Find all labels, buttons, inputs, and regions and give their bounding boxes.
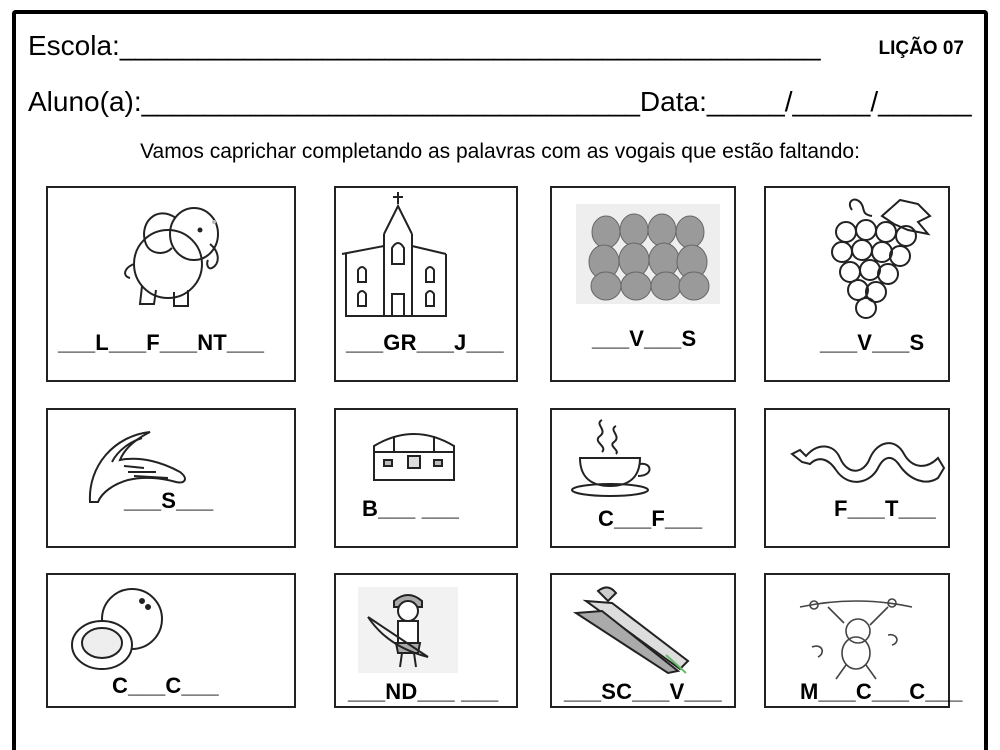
toothbrush-icon [568, 583, 698, 675]
card-native-boy [334, 573, 518, 708]
card-word: ___SC___V___ [564, 679, 722, 704]
church-icon [338, 190, 450, 318]
native-boy-icon [358, 587, 458, 673]
card-word: ___GR___J___ [346, 330, 504, 355]
card-coffee [550, 408, 736, 548]
card-word: ___L___F___NT___ [58, 330, 265, 355]
card-elephant [46, 186, 296, 382]
card-church [334, 186, 518, 382]
eggs-icon [576, 204, 720, 304]
card-grapes [764, 186, 950, 382]
school-line: Escola:_____________________________________________ [28, 30, 821, 61]
monkey-icon [796, 597, 916, 681]
lesson-label: LIÇÃO 07 [878, 38, 964, 59]
student-date-line: Aluno(a):________________________________Data:_____/_____/______ [28, 86, 972, 117]
card-eggs [550, 186, 736, 382]
card-chest [334, 408, 518, 548]
card-word: C___C___ [112, 673, 219, 698]
card-ribbon [764, 408, 950, 548]
card-word: ___ND___ ___ [348, 679, 499, 704]
card-word: ___V___S [820, 330, 925, 355]
ribbon-icon [788, 428, 948, 492]
card-word: ___S___ [124, 488, 214, 513]
card-word: ___V___S [592, 326, 697, 351]
card-coconut [46, 573, 296, 708]
card-toothbrush [550, 573, 736, 708]
treasure-chest-icon [370, 426, 458, 482]
coffee-cup-icon [568, 416, 660, 498]
instruction-text: Vamos caprichar completando as palavras com as vogais que estão faltando: [140, 140, 860, 163]
coconut-icon [68, 585, 168, 675]
card-word: M___C___C___ [800, 679, 963, 704]
card-word: C___F___ [598, 506, 703, 531]
card-wing [46, 408, 296, 548]
card-word: B___ ___ [362, 496, 460, 521]
elephant-icon [116, 194, 234, 312]
grapes-icon [822, 194, 934, 322]
card-word: F___T___ [834, 496, 936, 521]
card-monkey [764, 573, 963, 708]
